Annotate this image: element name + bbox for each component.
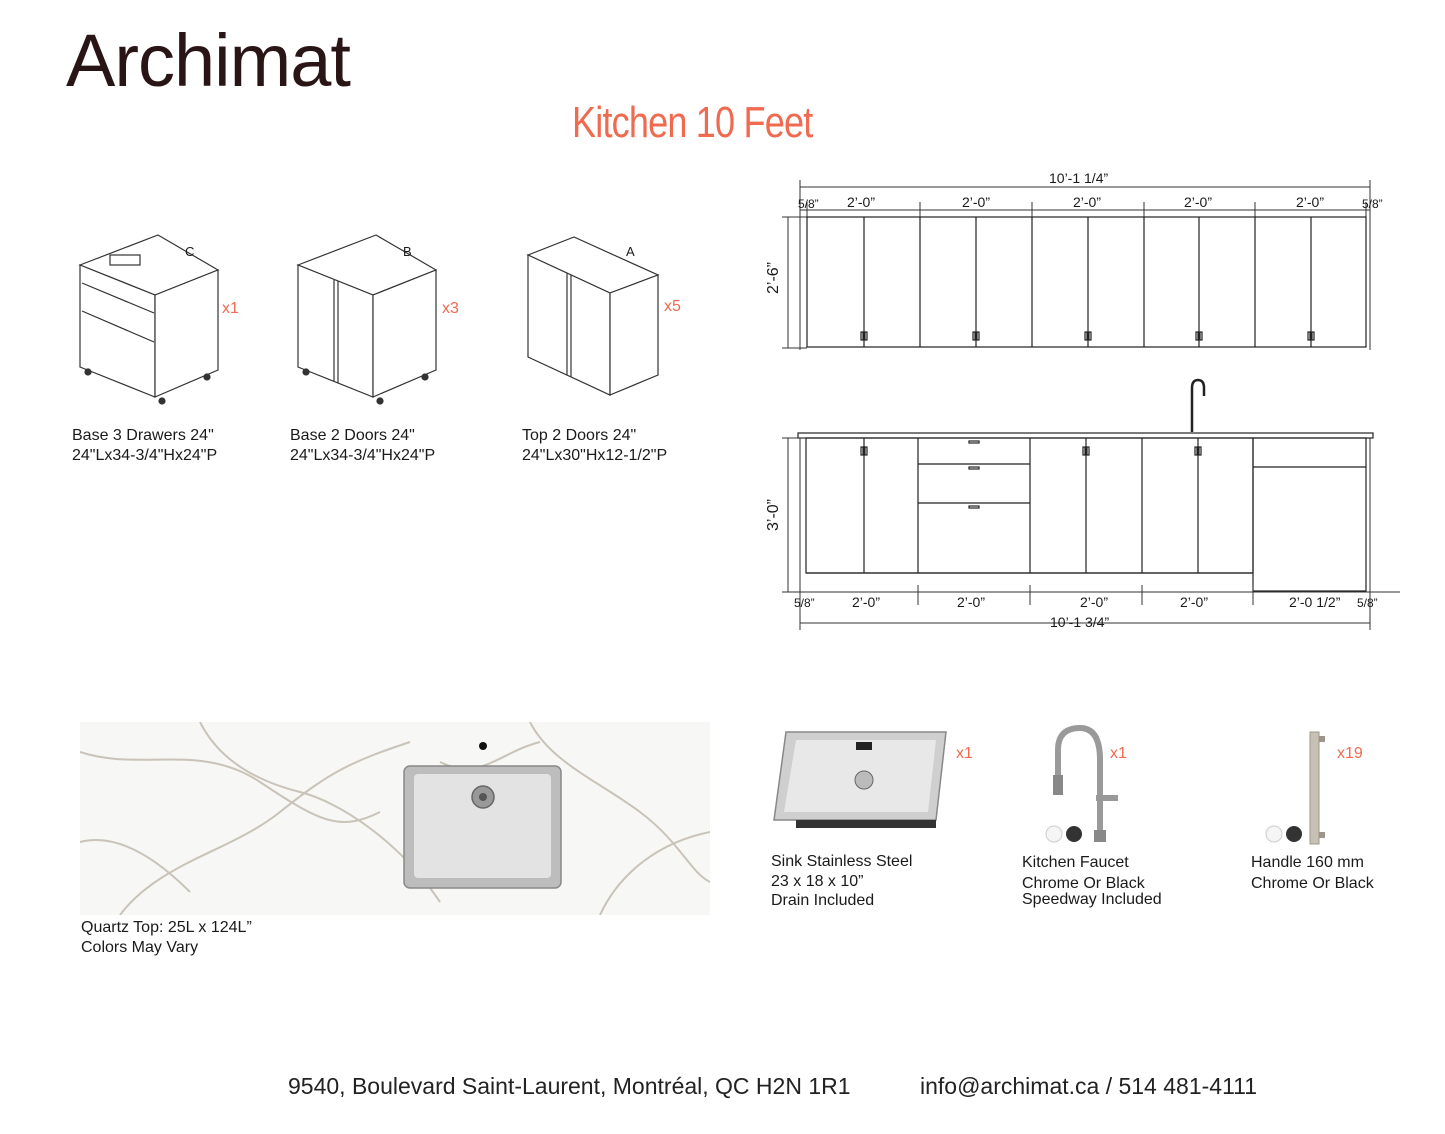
cabinet-illustrations bbox=[70, 225, 710, 415]
cabinet-c-illustration bbox=[80, 235, 218, 404]
sink-caption-line2: 23 x 18 x 10” bbox=[771, 873, 864, 890]
upper-dim-5: 2’-0” bbox=[1296, 194, 1325, 210]
cabinet-a-illustration bbox=[528, 237, 658, 395]
upper-dim-6: 5/8” bbox=[1362, 197, 1383, 211]
upper-dim-3: 2’-0” bbox=[1073, 194, 1102, 210]
base-dim-0: 5/8” bbox=[794, 596, 815, 610]
cabinet-b-qty: x3 bbox=[442, 300, 459, 317]
footer-contact[interactable]: info@archimat.ca / 514 481-4111 bbox=[920, 1073, 1258, 1099]
page-title: Kitchen 10 Feet bbox=[572, 98, 813, 147]
cabinet-b-illustration bbox=[298, 235, 436, 404]
base-dim-4: 2’-0” bbox=[1180, 594, 1209, 610]
cabinet-b-name: Base 2 Doors 24" bbox=[290, 427, 415, 444]
handle-caption-line1: Handle 160 mm bbox=[1251, 854, 1364, 871]
cabinet-a-name: Top 2 Doors 24" bbox=[522, 427, 637, 444]
sink-caption-line1: Sink Stainless Steel bbox=[771, 853, 913, 870]
sink-qty: x1 bbox=[956, 745, 973, 762]
quartz-caption-line2: Colors May Vary bbox=[81, 939, 199, 956]
cabinet-a-dims: 24"Lx30"Hx12-1/2"P bbox=[522, 447, 668, 464]
upper-dim-2: 2’-0” bbox=[962, 194, 991, 210]
sink-image bbox=[770, 728, 950, 830]
base-cabinets bbox=[798, 433, 1373, 591]
quartz-top-image bbox=[80, 722, 710, 915]
handle-qty: x19 bbox=[1337, 745, 1363, 762]
elevation-drawing bbox=[760, 160, 1420, 640]
upper-height-dimension: 2’-6” bbox=[765, 261, 783, 295]
base-dim-1: 2’-0” bbox=[852, 594, 881, 610]
upper-total-dimension: 10’-1 1/4” bbox=[1049, 170, 1109, 186]
footer-address: 9540, Boulevard Saint-Laurent, Montréal, QC H2N 1R1 bbox=[288, 1073, 851, 1099]
upper-dim-4: 2’-0” bbox=[1184, 194, 1213, 210]
base-dim-5: 2’-0 1/2” bbox=[1289, 594, 1341, 610]
handle-caption-line2: Chrome Or Black bbox=[1251, 875, 1374, 892]
faucet-qty: x1 bbox=[1110, 745, 1127, 762]
cabinet-a-qty: x5 bbox=[664, 298, 681, 315]
base-dim-6: 5/8” bbox=[1357, 596, 1378, 610]
handle-image bbox=[1260, 728, 1340, 848]
cabinet-c-dims: 24"Lx34-3/4"Hx24"P bbox=[72, 447, 218, 464]
upper-dim-1: 2’-0” bbox=[847, 194, 876, 210]
sink-caption-line3: Drain Included bbox=[771, 892, 875, 909]
faucet-caption-line3: Speedway Included bbox=[1022, 891, 1162, 908]
faucet-caption-line1: Kitchen Faucet bbox=[1022, 854, 1129, 871]
upper-dim-0: 5/8” bbox=[798, 197, 819, 211]
base-height-dimension: 3’-0” bbox=[765, 498, 783, 532]
base-dim-2: 2’-0” bbox=[957, 594, 986, 610]
cabinet-c-name: Base 3 Drawers 24" bbox=[72, 427, 214, 444]
cabinet-b-letter: B bbox=[403, 244, 412, 259]
cabinet-b-dims: 24"Lx34-3/4"Hx24"P bbox=[290, 447, 436, 464]
upper-cabinets bbox=[807, 217, 1366, 347]
quartz-caption-line1: Quartz Top: 25L x 124L” bbox=[81, 919, 252, 936]
brand-logo: Archimat bbox=[66, 19, 350, 102]
cabinet-a-letter: A bbox=[626, 244, 635, 259]
base-dim-3: 2’-0” bbox=[1080, 594, 1109, 610]
base-total-dimension: 10’-1 3/4” bbox=[1050, 614, 1110, 630]
cabinet-c-qty: x1 bbox=[222, 300, 239, 317]
cabinet-c-letter: C bbox=[185, 244, 195, 259]
faucet-caption-line2: Chrome Or Black bbox=[1022, 875, 1145, 892]
faucet-image bbox=[1040, 720, 1130, 850]
